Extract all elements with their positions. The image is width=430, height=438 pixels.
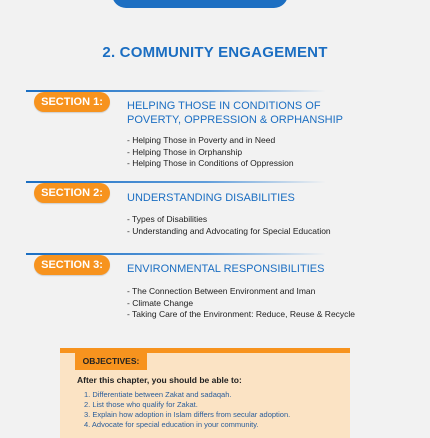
top-tab-decoration: [112, 0, 288, 8]
list-item: - Helping Those in Conditions of Oppression: [127, 158, 294, 168]
section-badge: SECTION 1:: [34, 92, 110, 112]
section-badge: SECTION 2:: [34, 183, 110, 203]
objectives-list: [84, 390, 290, 430]
objectives-label: OBJECTIVES:: [75, 353, 147, 370]
section-badge: SECTION 3:: [34, 255, 110, 275]
list-item: - The Connection Between Environment and Iman: [127, 286, 316, 296]
objective-item: 3. Explain how adoption in Islam differs from secular adoption.: [84, 410, 291, 419]
list-item: - Helping Those in Orphanship: [127, 146, 243, 157]
section-item-list: [127, 135, 294, 170]
list-item: - Taking Care of the Environment: Reduce, Reuse & Recycle: [127, 309, 356, 319]
chapter-title: 2. COMMUNITY ENGAGEMENT: [102, 44, 328, 61]
list-item: - Climate Change: [127, 297, 194, 308]
objectives-intro: After this chapter, you should be able to:: [77, 375, 242, 385]
section-title: UNDERSTANDING DISABILITIES: [127, 192, 295, 204]
section-title: ENVIRONMENTAL RESPONSIBILITIES: [127, 263, 325, 275]
objective-item: 2. List those who qualify for Zakat.: [84, 400, 198, 409]
list-item: - Types of Disabilities: [127, 214, 208, 224]
objective-item: 4. Advocate for special education in your community.: [84, 420, 259, 429]
section-item-list: [127, 214, 331, 237]
objective-item: 1. Differentiate between Zakat and sadaqah.: [84, 390, 232, 399]
list-item: - Helping Those in Poverty and in Need: [127, 135, 276, 145]
section-item-list: [127, 286, 355, 321]
list-item: - Understanding and Advocating for Special Education: [127, 225, 331, 236]
section-title: HELPING THOSE IN CONDITIONS OF POVERTY, OPPRESSION & ORPHANSHIP: [127, 100, 343, 126]
